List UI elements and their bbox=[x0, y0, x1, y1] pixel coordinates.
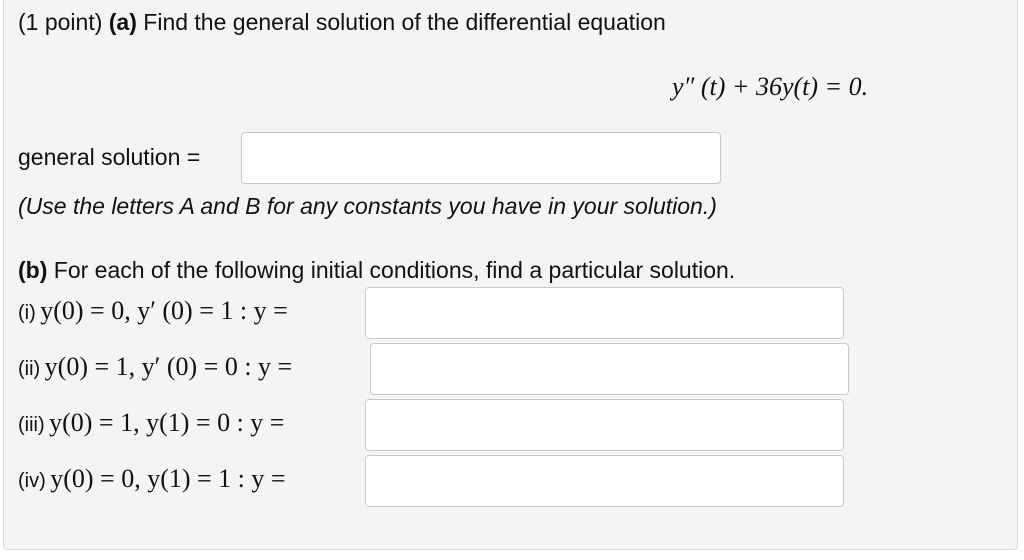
part-a-prompt: Find the general solution of the differential equation bbox=[143, 9, 666, 35]
general-solution-input[interactable] bbox=[241, 132, 721, 184]
answer-input-ii[interactable] bbox=[370, 343, 849, 395]
condition-row-iv bbox=[18, 464, 286, 494]
part-a-header bbox=[18, 9, 666, 36]
condition-row-ii bbox=[18, 352, 292, 382]
part-b-prompt: For each of the following initial conditions, find a particular solution. bbox=[53, 257, 736, 283]
problem-panel bbox=[3, 0, 1018, 550]
condition-row-iii bbox=[18, 408, 284, 438]
item-condition: y(0) = 0, y(1) = 1 : y = bbox=[50, 464, 286, 493]
item-condition: y(0) = 0, y′ (0) = 1 : y = bbox=[40, 296, 288, 325]
answer-input-iii[interactable] bbox=[365, 399, 844, 451]
item-condition: y(0) = 1, y(1) = 0 : y = bbox=[49, 408, 285, 437]
answer-input-i[interactable] bbox=[365, 287, 844, 339]
condition-row-i bbox=[18, 296, 288, 326]
general-solution-label: general solution = bbox=[18, 144, 201, 170]
differential-equation: y″ (t) + 36y(t) = 0. bbox=[672, 72, 869, 101]
item-tag: (ii) bbox=[18, 358, 41, 380]
part-a-label: (a) bbox=[108, 9, 137, 35]
item-condition: y(0) = 1, y′ (0) = 0 : y = bbox=[44, 352, 293, 381]
points-label: (1 point) bbox=[18, 9, 103, 35]
part-b-header bbox=[18, 257, 735, 284]
item-tag: (iii) bbox=[18, 414, 45, 436]
item-tag: (i) bbox=[18, 302, 36, 324]
item-tag: (iv) bbox=[18, 470, 46, 492]
answer-input-iv[interactable] bbox=[365, 455, 844, 507]
general-solution-hint: (Use the letters A and B for any constants you have in your solution.) bbox=[18, 193, 717, 219]
part-b-label: (b) bbox=[18, 257, 48, 283]
